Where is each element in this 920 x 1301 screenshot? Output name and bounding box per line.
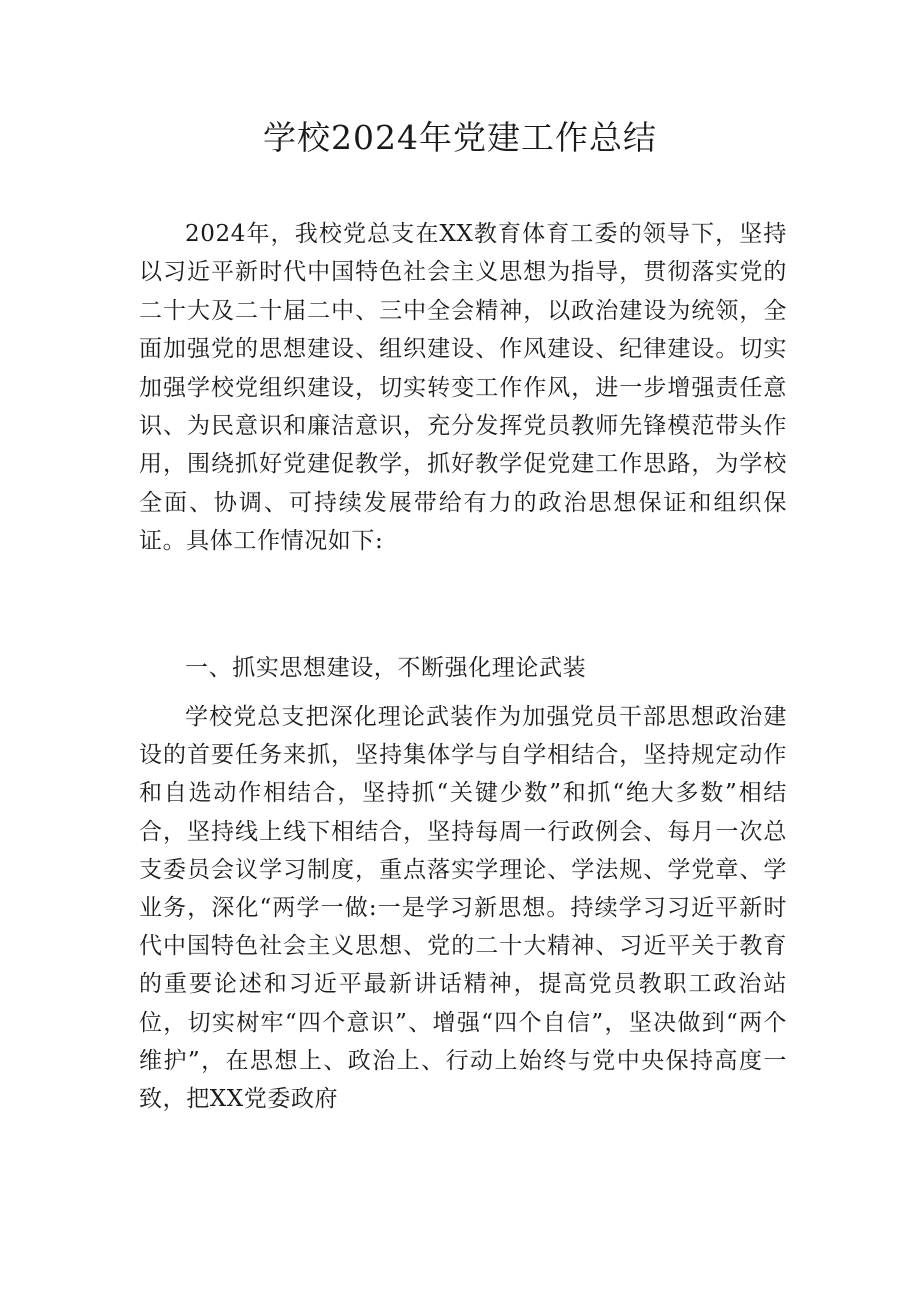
intro-paragraph: 2024年，我校党总支在XX教育体育工委的领导下，坚持以习近平新时代中国特色社会主义思想为指导，贯彻落实党的二十大及二十届二中、三中全会精神，以政治建设为统领，全面加强党的思想建设、组织建设、作风建设、纪律建设。切实加强学校党组织建设，切实转变工作作风，进一步增强责任意识、为民意识和廉洁意识，充分发挥党员教师先锋模范带头作用，围绕抓好党建促教学，抓好教学促党建工作思路，为学校全面、协调、可持续发展带给有力的政治思想保证和组织保证。具体工作情况如下: <box>139 221 787 555</box>
section-paragraph: 学校党总支把深化理论武装作为加强党员干部思想政治建设的首要任务来抓，坚持集体学与自学相结合，坚持规定动作和自选动作相结合，坚持抓“关键少数”和抓“绝大多数”相结合，坚持线上线下相结合，坚持每周一行政例会、每月一次总支委员会议学习制度，重点落实学理论、学法规、学党章、学业务，深化“两学一做:一是学习新思想。持续学习习近平新时代中国特色社会主义思想、党的二十大精神、习近平关于教育的重要论述和习近平最新讲话精神，提高党员教职工政治站位，切实树牢“四个意识”、增强“四个自信”，坚决做到“两个维护”，在思想上、政治上、行动上始终与党中央保持高度一致，把XX党委政府 <box>139 704 787 1113</box>
document-title: 学校2024年党建工作总结 <box>263 118 657 157</box>
section-heading: 一、抓实思想建设，不断强化理论武装 <box>185 655 587 681</box>
